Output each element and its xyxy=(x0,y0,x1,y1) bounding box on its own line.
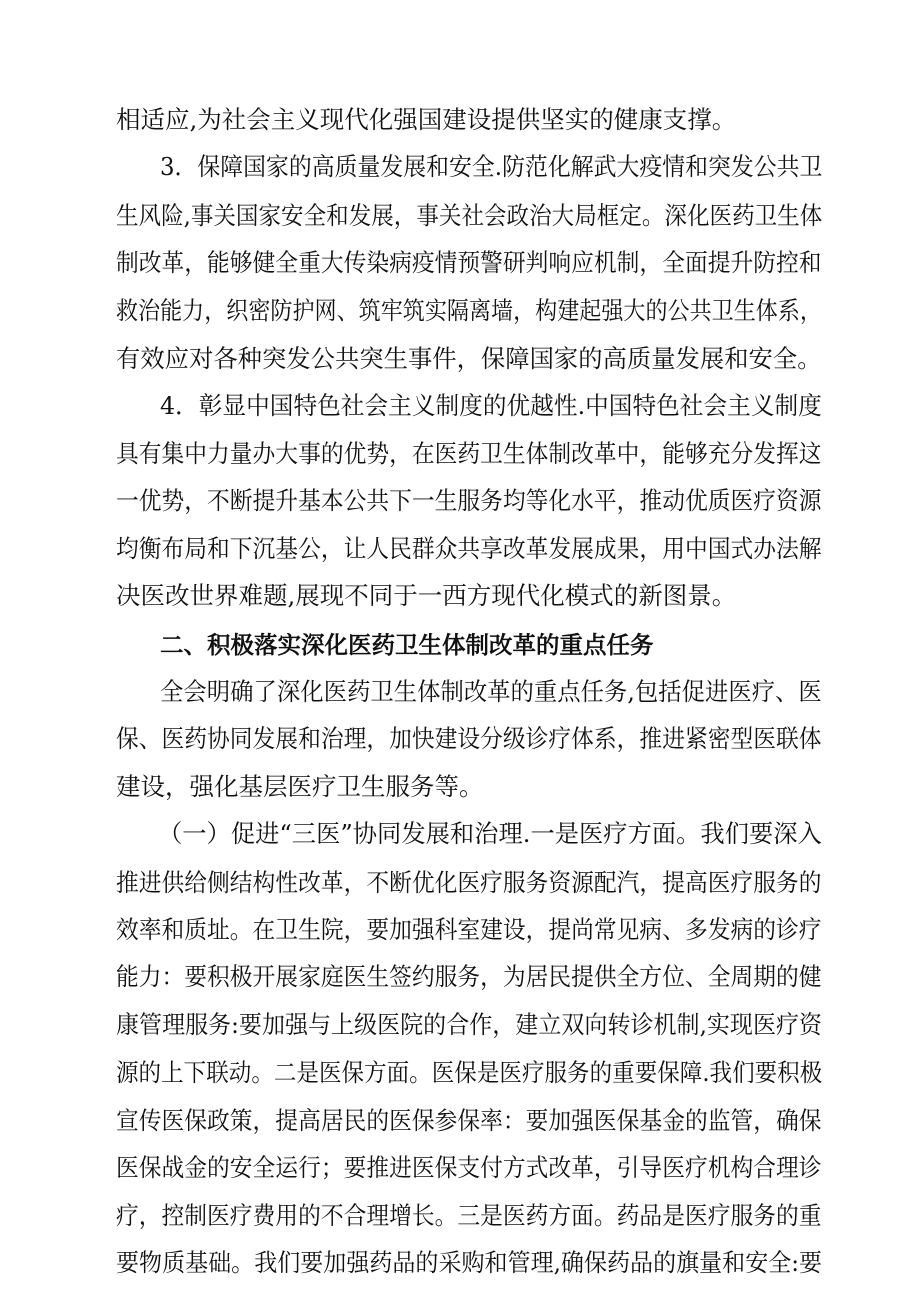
text-line: 宣传医保政策，提高居民的医保参保率：要加强医保基金的监管，确保 xyxy=(116,1106,822,1135)
text-line: 有效应对各种突发公共突生事件，保障国家的高质量发展和安全。 xyxy=(116,344,822,373)
text-line: 疗，控制医疗费用的不合理增长。三是医药方面。药品是医疗服务的重 xyxy=(116,1201,822,1230)
text-line: 全会明确了深化医药卫生体制改革的重点任务,包括促进医疗、医 xyxy=(160,677,822,706)
text-line: 效率和质址。在卫生院，要加强科室建设，提尚常见病、多发病的诊疗 xyxy=(116,915,822,944)
text-line: 能力：要积极开展家庭医生签约服务，为居民提供全方位、全周期的健 xyxy=(116,962,822,991)
text-line: 康管理服务:要加强与上级医院的合作，建立双向转诊机制,实现医疗资 xyxy=(116,1010,823,1039)
text-line: 建设，强化基层医疗卫生服务等。 xyxy=(116,772,484,801)
text-line: 3．保障国家的高质量发展和安全.防范化解武大疫情和突发公共卫 xyxy=(160,152,823,181)
text-line: 相适应,为社会主义现代化强国建设提供坚实的健康支撑。 xyxy=(116,105,737,134)
text-line: 制改革，能够健全重大传染病疫情预警研判响应机制，全面提升防控和 xyxy=(116,248,822,277)
text-line: 救治能力，织密防护网、筑牢筑实隔离墙，构建起强大的公共卫生体系， xyxy=(116,296,822,325)
text-line: 一优势，不断提升基本公共下一生服务均等化水平，推动优质医疗资源 xyxy=(116,486,822,515)
text-line: 决医改世界难题,展现不同于一西方现代化模式的新图景。 xyxy=(116,581,737,610)
text-line: 生风险,事关国家安全和发展，事关社会政治大局框定。深化医药卫生体 xyxy=(116,201,823,230)
text-line: 医保战金的安全运行；要推进医保支付方式改革，引导医疗机构合理诊 xyxy=(116,1153,822,1182)
text-line: 保、医药协同发展和治理，加快建设分级诊疗体系，推进紧密型医联体 xyxy=(116,724,822,753)
text-line: 具有集中力量办大事的优势，在医药卫生体制改革中，能够充分发挥这 xyxy=(116,439,822,468)
text-line: 源的上下联动。二是医保方面。医保是医疗服务的重要保障.我们要积极 xyxy=(116,1058,823,1087)
section-heading: 二、积极落实深化医药卫生体制改革的重点任务 xyxy=(160,631,654,659)
text-line: 4．彰显中国特色社会主义制度的优越性.中国特色社会主义制度 xyxy=(160,391,822,420)
text-line: 要物质基础。我们要加强药品的采购和管理,确保药品的旗量和安全:要 xyxy=(116,1248,823,1277)
text-line: （一）促进“三医”协同发展和治理.一是医疗方面。我们要深入 xyxy=(158,819,822,848)
text-line: 均衡布局和下沉基公，让人民群众共享改革发展成果，用中国式办法解 xyxy=(116,534,822,563)
text-line: 推进供给侧结构性改革，不断优化医疗服务资源配汽，提高医疗服务的 xyxy=(116,868,822,897)
